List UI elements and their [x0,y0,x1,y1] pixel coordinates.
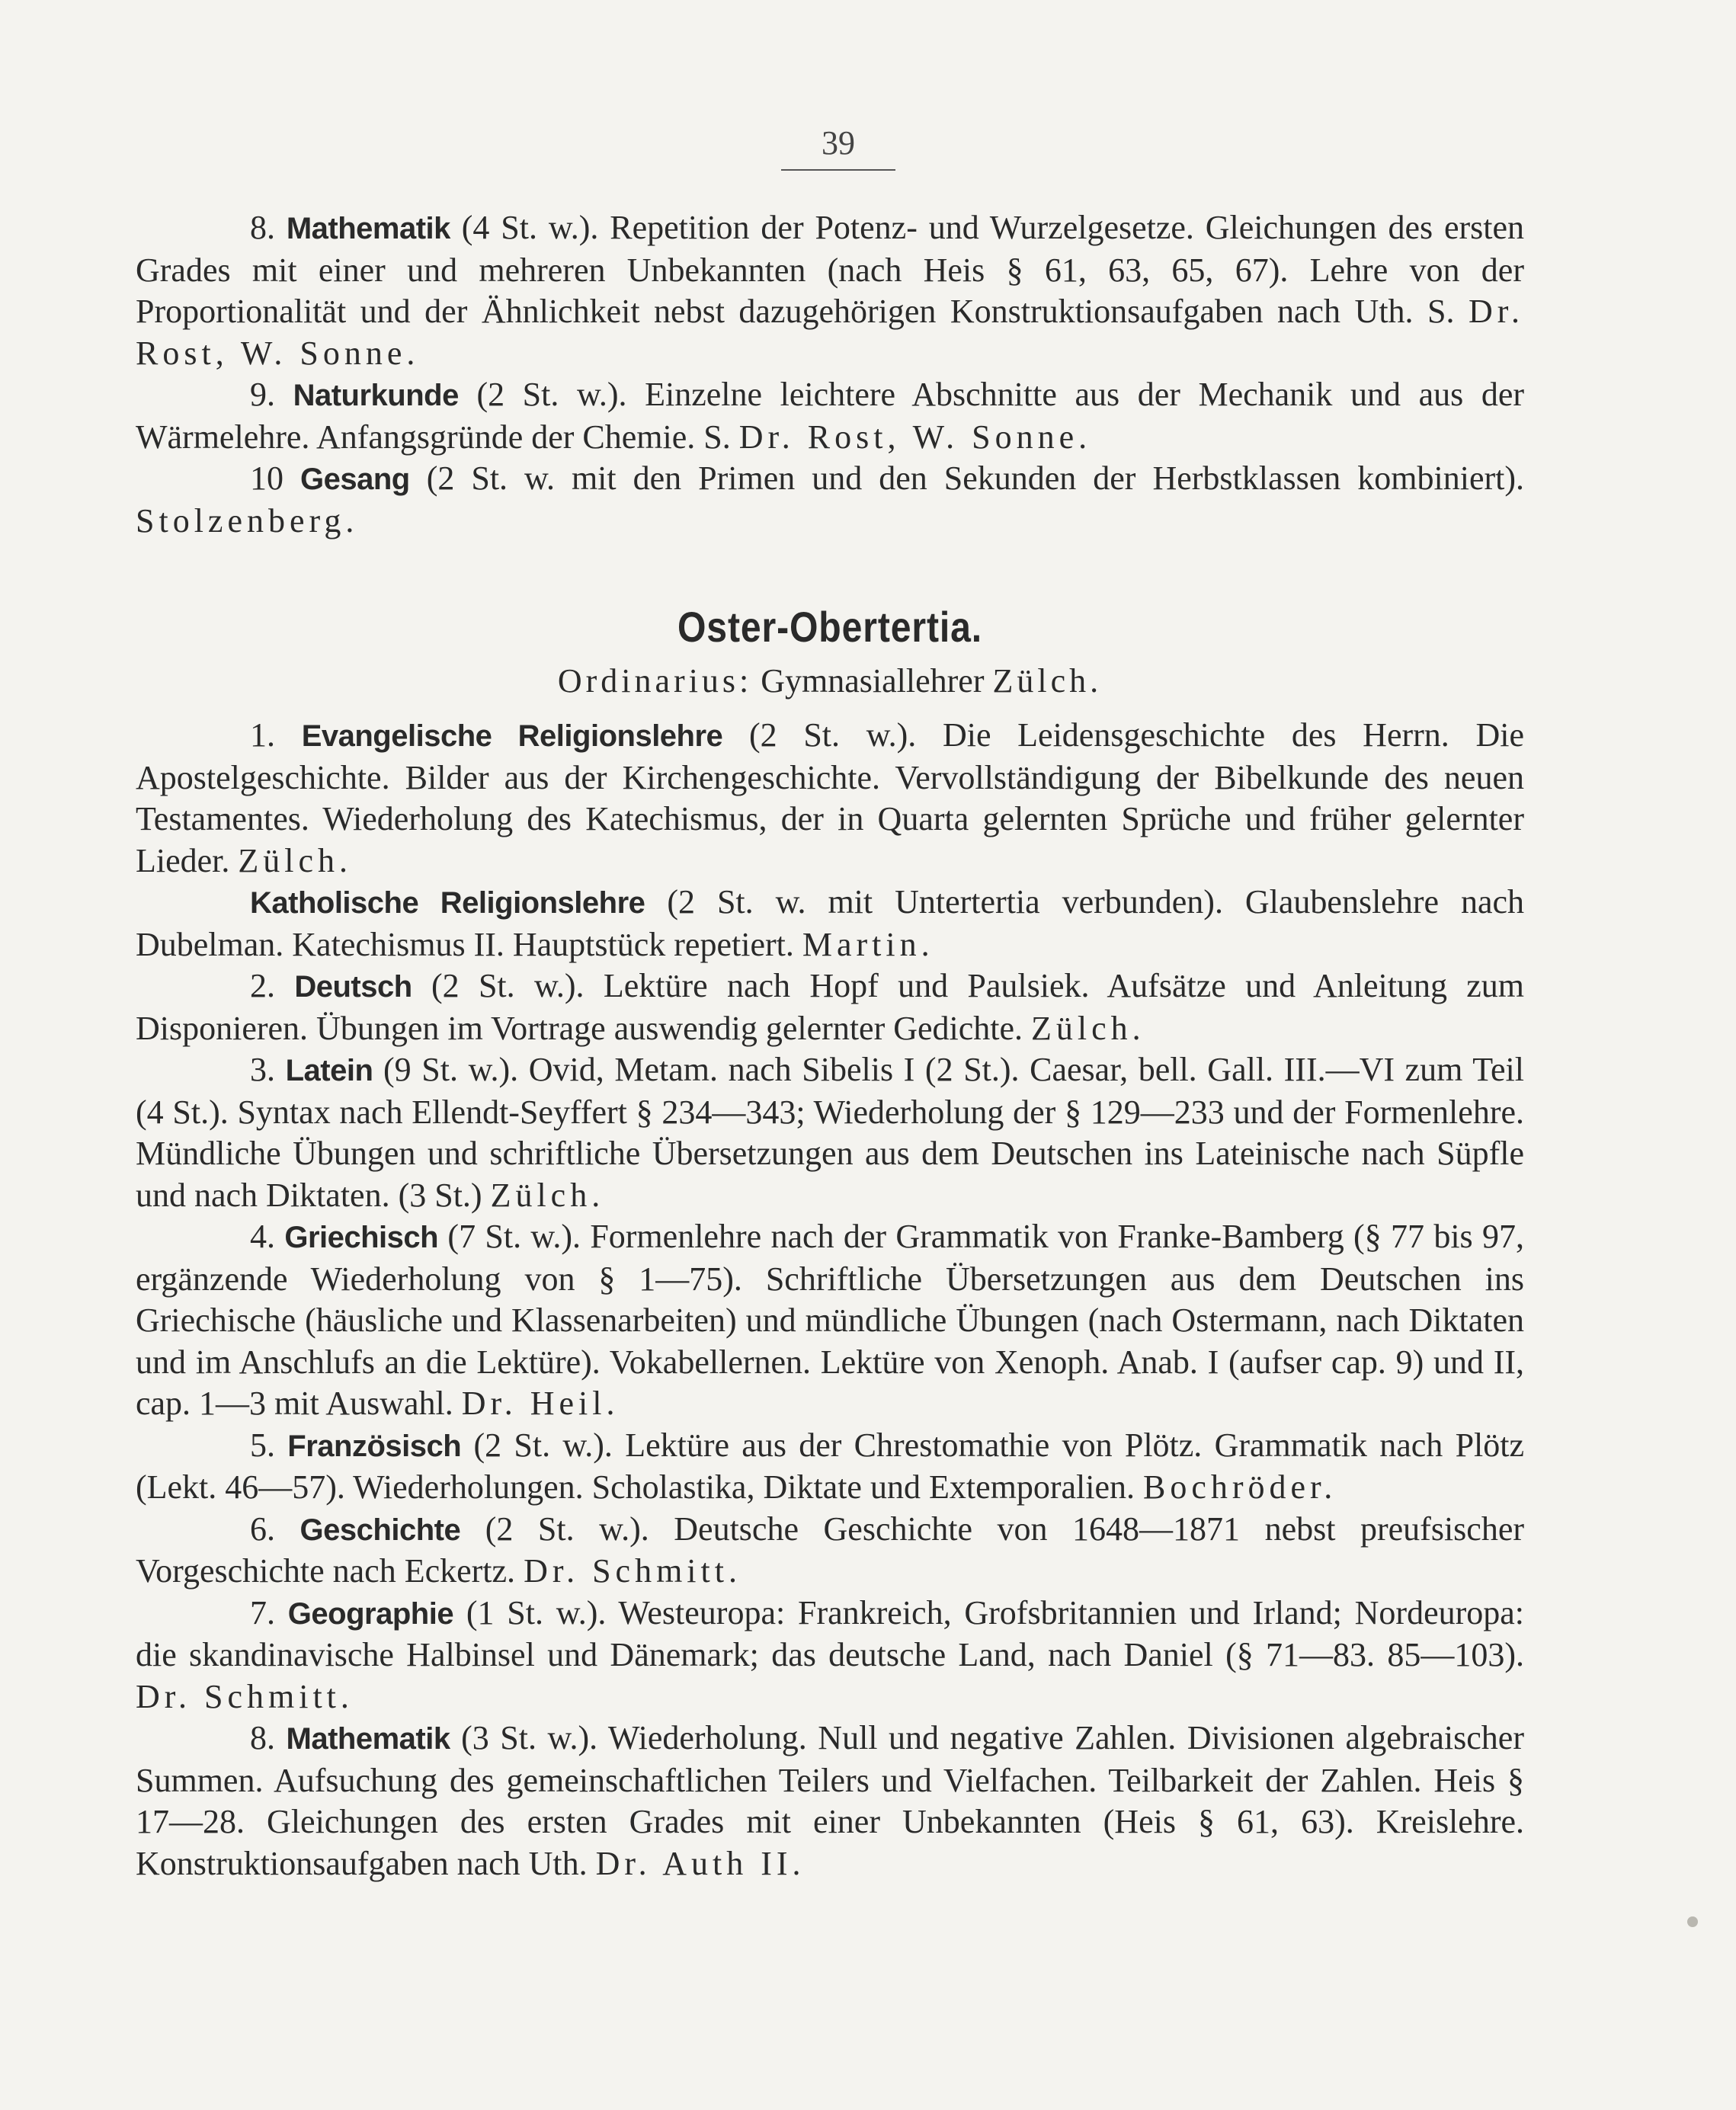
entry-text: (2 St. w.). Die Leidensgeschichte des Herrn. Die Apostelgeschichte. Bilder aus der Kirchengeschichte. Vervollständigung der Bibelkunde des neuen Testamentes. Wiederholung des Katechismus, der in Quarta gelernten Sprüche und früher gelernter Lieder. [136,716,1524,879]
entry-subject: Katholische Religionslehre [250,886,645,920]
entry-subject: Mathematik [286,212,450,245]
entry-top-2 [136,458,1524,542]
entry-teacher: Zülch. [238,841,353,879]
ordinarius-line [136,661,1524,700]
entry-subject: Deutsch [294,970,412,1004]
ordinarius-title: Gymnasiallehrer [761,662,985,700]
entry-teacher: Dr. Schmitt. [136,1677,354,1715]
entry-number: 5. [250,1426,275,1464]
entry-text: (2 St. w.). Deutsche Geschichte von 1648—1871 nebst preufsischer Vorgeschichte nach Eckertz. [136,1510,1525,1590]
entry-text: (2 St. w.). Einzelne leichtere Abschnitte aus der Mechanik und aus der Wärmelehre. Anfangsgründe der Chemie. S. [136,376,1524,456]
entry-subject: Mathematik [286,1722,450,1756]
entry-subject: Latein [285,1054,373,1087]
entry-text: (2 St. w. mit Untertertia verbunden). Glaubenslehre nach Dubelman. Katechismus II. Hauptstück repetiert. [136,883,1525,963]
entry-teacher: Martin. [802,925,934,963]
ordinarius-name: Zülch. [992,662,1103,700]
entry-teacher: Dr. Rost, W. Sonne. [738,418,1092,456]
entry-text: (2 St. w. mit den Primen und den Sekunden der Herbstklassen kombiniert). [426,459,1525,497]
ink-spot [1687,1916,1698,1927]
entry-teacher: Dr. Heil. [461,1385,620,1422]
section-heading: Oster-Obertertia. [677,603,983,651]
entry-subject: Griechisch [284,1221,439,1254]
curriculum-section [136,715,1524,1884]
entry-4 [136,1216,1524,1425]
entry-number: 3. [250,1051,275,1088]
entry-1 [136,882,1524,965]
entry-text: (4 St. w.). Repetition der Potenz- und Wurzelgesetze. Gleichungen des ersten Grades mit einer und mehreren Unbekannten (nach Heis § 61, 63, 65, 67). Lehre von der Proportionalität und der Ähnlichkeit nebst dazugehörigen Konstruktionsaufgaben nach Uth. S. [136,209,1525,330]
entry-2 [136,965,1524,1049]
entry-teacher: Zülch. [1031,1009,1145,1047]
entry-subject: Geschichte [299,1513,461,1547]
ordinarius-label: Ordinarius: [557,662,753,700]
entry-6 [136,1509,1524,1593]
entry-number: 7. [250,1593,275,1631]
entry-0 [136,715,1524,882]
entry-subject: Evangelische Religionslehre [301,719,723,753]
entry-text: (2 St. w.). Lektüre nach Hopf und Paulsiek. Aufsätze und Anleitung zum Disponieren. Übungen im Vortrage auswendig gelernter Gedichte. [136,967,1525,1047]
page-number: 39 [822,124,855,162]
page-number-rule [781,169,895,171]
entry-subject: Naturkunde [293,379,459,412]
entry-number: 1. [250,716,275,754]
entry-teacher: Bochröder. [1142,1468,1337,1506]
entry-subject: Französisch [287,1429,462,1463]
entry-8 [136,1718,1524,1884]
entry-text: (7 St. w.). Formenlehre nach der Grammatik von Franke-Bamberg (§ 77 bis 97, ergänzende Wiederholung von § 1—75). Schriftliche Übersetzungen aus dem Deutschen ins Griechische (häusliche und Klassenarbeiten) und mündliche Übungen (nach Ostermann, nach Diktaten und im Anschlufs an die Lektüre). Vokabellernen. Lektüre von Xenoph. Anab. I (aufser cap. 9) und II, cap. 1—3 mit Auswahl. [136,1218,1524,1422]
entry-7 [136,1593,1524,1718]
entry-number: 6. [250,1510,275,1548]
entry-number: 10 [250,459,283,497]
entry-number: 2. [250,967,275,1004]
entry-subject: Geographie [287,1596,454,1631]
entry-number: 8. [250,1719,275,1756]
entry-teacher: Stolzenberg. [136,501,359,540]
entry-teacher: Dr. Schmitt. [524,1552,741,1590]
entry-subject: Gesang [300,463,410,496]
entry-3 [136,1049,1524,1216]
top-section [136,207,1524,542]
entry-text: (1 St. w.). Westeuropa: Frankreich, Grofsbritannien und Irland; Nordeuropa: die skandinavische Halbinsel und Dänemark; das deutsche Land, nach Daniel (§ 71—83. 85—103). [136,1593,1524,1673]
entry-text: (3 St. w.). Wiederholung. Null und negative Zahlen. Divisionen algebraischer Summen. Aufsuchung des gemeinschaftlichen Teilers und Vielfachen. Teilbarkeit der Zahlen. Heis § 17—28. Gleichungen des ersten Grades mit einer Unbekannten (Heis § 61, 63). Kreislehre. Konstruktionsaufgaben nach Uth. [136,1719,1524,1882]
entry-teacher: Zülch. [490,1176,605,1214]
entry-text: (2 St. w.). Lektüre aus der Chrestomathie von Plötz. Grammatik nach Plötz (Lekt. 46—57). Wiederholungen. Scholastika, Diktate und Extemporalien. [136,1426,1525,1506]
entry-5 [136,1425,1524,1509]
entry-teacher: Dr. Auth II. [595,1844,806,1882]
entry-teacher: Dr. Rost, W. Sonne. [136,293,1524,372]
entry-text: (9 St. w.). Ovid, Metam. nach Sibelis I (2 St.). Caesar, bell. Gall. III.—VI zum Teil (4 St.). Syntax nach Ellendt-Seyffert § 234—343; Wiederholung der § 129—233 und der Formenlehre. Mündliche Übungen und schriftliche Übersetzungen aus dem Deutschen ins Lateinische nach Süpfle und nach Diktaten. (3 St.) [136,1051,1524,1214]
entry-top-1 [136,374,1524,458]
entry-top-0 [136,207,1524,374]
entry-number: 9. [250,376,275,413]
entry-number: 8. [250,209,275,246]
entry-number: 4. [250,1218,275,1255]
